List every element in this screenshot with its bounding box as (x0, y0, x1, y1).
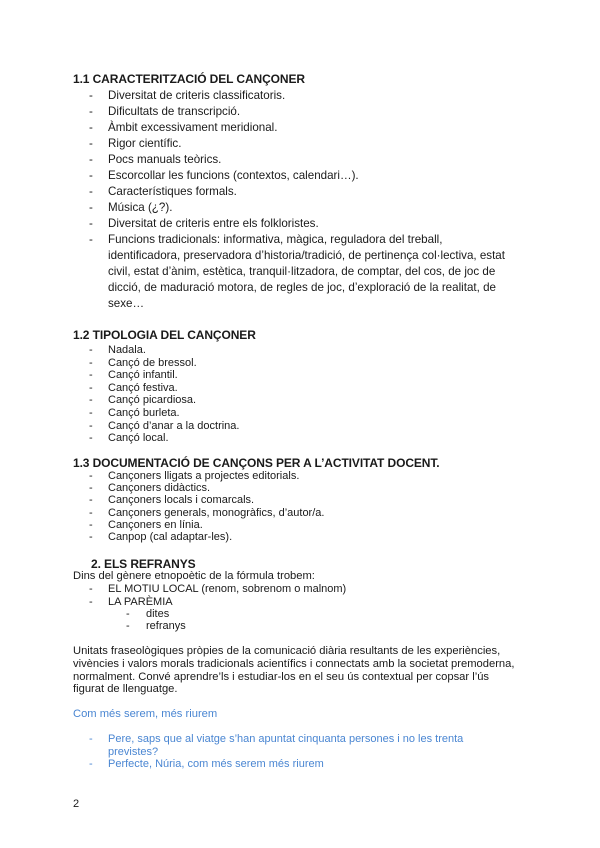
section-heading-1-2: 1.2 TIPOLOGIA DEL CANÇONER (73, 328, 256, 342)
example-title: Com més serem, més riurem (73, 708, 218, 720)
page-number: 2 (73, 798, 80, 810)
dialogue-line: - Pere, saps que al viatge s’han apuntat cinquanta persones i no les trenta previstes? (88, 733, 508, 758)
list-item: - Música (¿?). (88, 200, 508, 216)
list-item: - dites (126, 608, 186, 620)
list-item: - Nadala. (88, 344, 508, 357)
list-item: - Àmbit excessivament meridional. (88, 120, 508, 136)
list-item: - Dificultats de transcripció. (88, 104, 508, 120)
list-item: - Rigor científic. (88, 136, 508, 152)
list-item: - Cançó burleta. (88, 407, 508, 420)
refranys-intro: Dins del gènere etnopoètic de la fórmula trobem: (73, 570, 315, 582)
list-item: - EL MOTIU LOCAL (renom, sobrenom o malnom) (88, 583, 508, 596)
list-item: - Diversitat de criteris entre els folkloristes. (88, 216, 508, 232)
list-item: - Cançó festiva. (88, 382, 508, 395)
list-item: - Pocs manuals teòrics. (88, 152, 508, 168)
list-item: - Canpop (cal adaptar-les). (88, 531, 508, 543)
refranys-paragraph: Unitats fraseològiques pròpies de la comunicació diària resultants de les experiències, vivències i valors morals tradicionals acientífics i connectats amb la societat premoderna, normalment. Convé aprendre’ls i estudiar-los en el seu ús contextual per copsar l’ús figurat de llenguatge. (73, 645, 515, 696)
list-item: - refranys (126, 620, 186, 632)
refranys-list (88, 583, 508, 608)
list-item: - Cançoners didàctics. (88, 482, 508, 494)
list-item: - Escorcollar les funcions (contextos, calendari…). (88, 168, 508, 184)
dialogue-list (88, 733, 508, 771)
list-item: - Diversitat de criteris classificatoris. (88, 88, 508, 104)
section-1-2-list (88, 344, 508, 445)
list-item: - LA PARÈMIA (88, 596, 508, 609)
list-item: - Cançó local. (88, 432, 508, 445)
list-item: - Cançó picardiosa. (88, 394, 508, 407)
list-item: - Cançoners locals i comarcals. (88, 494, 508, 506)
list-item: - Funcions tradicionals: informativa, màgica, reguladora del treball, identificadora, preservadora d’historia/tradició, de pertinença col·lectiva, estat civil, estat d’ànim, estètica, tranquil·litzadora, de comptar, del cos, de joc de dicció, de maduració motora, de regles de joc, d’exploració de la realitat, de sexe… (88, 232, 508, 312)
list-item: - Cançoners generals, monogràfics, d’autor/a. (88, 507, 508, 519)
paremia-sublist (126, 608, 186, 633)
list-item: - Cançó infantil. (88, 369, 508, 382)
list-item: - Cançó de bressol. (88, 357, 508, 370)
list-item: - Cançoners lligats a projectes editorials. (88, 470, 508, 482)
list-item: - Cançoners en línia. (88, 519, 508, 531)
section-heading-1-3: 1.3 DOCUMENTACIÓ DE CANÇONS PER A L’ACTIVITAT DOCENT. (73, 456, 440, 470)
section-1-1-list (88, 88, 508, 312)
list-item: - Cançó d’anar a la doctrina. (88, 420, 508, 433)
section-heading-2: 2. ELS REFRANYS (91, 557, 196, 571)
dialogue-line: - Perfecte, Núria, com més serem més riurem (88, 758, 508, 771)
section-heading-1-1: 1.1 CARACTERITZACIÓ DEL CANÇONER (73, 72, 305, 86)
list-item: - Característiques formals. (88, 184, 508, 200)
section-1-3-list (88, 470, 508, 543)
